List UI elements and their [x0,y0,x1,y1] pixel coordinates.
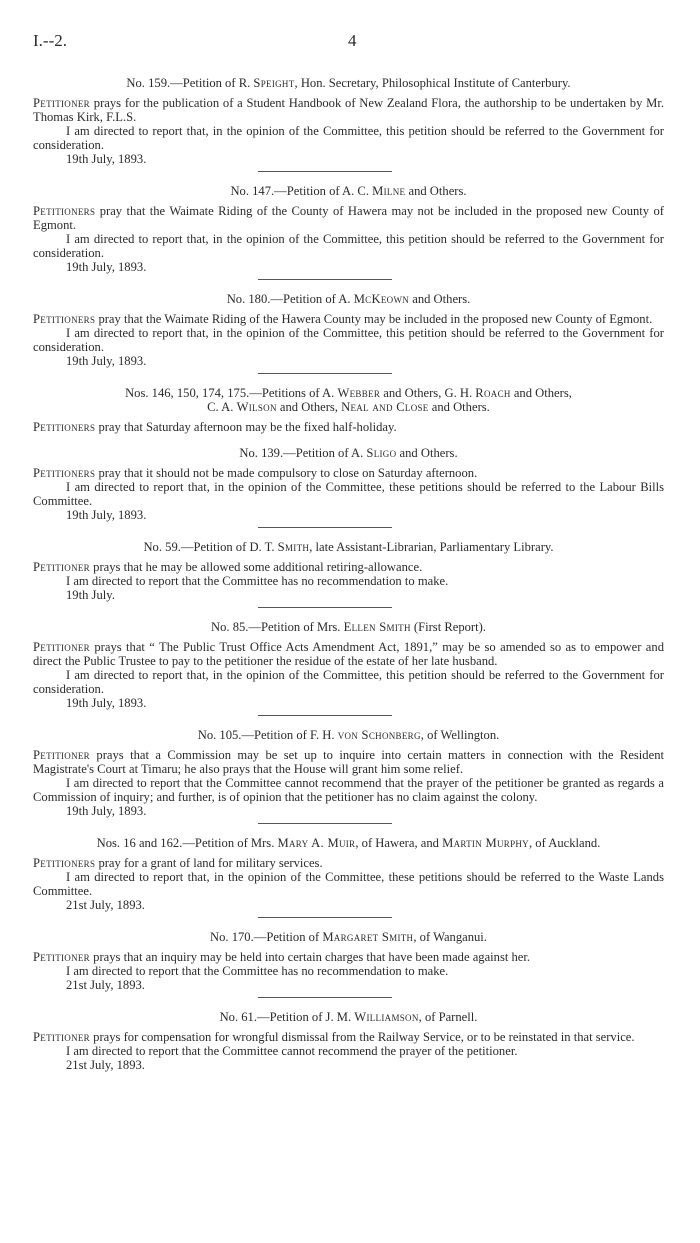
heading-line [33,446,664,460]
petition-section [33,540,664,608]
petitioner-name: Williamson [354,1010,419,1024]
committee-report [33,1044,664,1058]
section-divider [258,607,392,608]
committee-report [33,232,664,260]
heading-text: and Others, [510,386,572,400]
heading-line [33,76,664,90]
paragraph-text: I am directed to report that the Committee has no recommendation to make. [66,574,449,588]
heading-text: No. 61.—Petition of J. M. [219,1010,355,1024]
petition-heading [33,76,664,90]
petition-prayer [33,1030,664,1044]
report-date: 19th July, 1893. [66,696,147,710]
paragraph-text: I am directed to report that the Committee has no recommendation to make. [66,964,449,978]
heading-text: (First Report). [410,620,486,634]
heading-text: , of Wellington. [420,728,500,742]
section-divider [258,373,392,374]
paragraph-text: I am directed to report that, in the opinion of the Committee, this petition should be referred to the Government for consideration. [33,668,664,696]
committee-report [33,574,664,588]
committee-report [33,964,664,978]
petition-heading [33,930,664,944]
heading-line [33,386,664,400]
heading-text: , of Hawera, and [355,836,443,850]
heading-text: Nos. 16 and 162.—Petition of Mrs. [96,836,278,850]
report-date: 19th July, 1893. [66,804,147,818]
petition-prayer [33,560,664,574]
heading-line [33,292,664,306]
page-header [33,31,664,64]
section-divider [258,917,392,918]
heading-text: No. 170.—Petition of [210,930,323,944]
petition-section [33,76,664,172]
paragraph-text: prays for the publication of a Student Handbook of New Zealand Flora, the authorship to be undertaken by Mr. Thomas Kirk, F.L.S. [33,96,664,124]
petition-section [33,184,664,280]
petitioner-label: Petitioner [33,640,90,654]
heading-line [33,1010,664,1024]
heading-text: , of Wanganui. [413,930,487,944]
petitioner-label: Petitioners [33,204,96,218]
paragraph-text: pray that Saturday afternoon may be the fixed half-holiday. [95,420,397,434]
petitioner-name: Sligo [366,446,397,460]
report-date: 19th July, 1893. [66,508,147,522]
petitioner-name: Speight [253,76,295,90]
petition-section [33,728,664,824]
heading-text: No. 147.—Petition of A. C. [230,184,373,198]
section-divider [258,171,392,172]
paragraph-text: I am directed to report that, in the opinion of the Committee, this petition should be referred to the Government for consideration. [33,124,664,152]
petitioner-label: Petitioners [33,420,96,434]
petitioner-label: Petitioners [33,466,96,480]
petition-heading [33,836,664,850]
paragraph-text: prays for compensation for wrongful dismissal from the Railway Service, or to be reinstated in that service. [90,1030,635,1044]
petition-section [33,836,664,918]
petitioner-name: Roach [475,386,511,400]
petition-prayer [33,96,664,124]
committee-report [33,124,664,152]
petitioner-label: Petitioner [33,96,90,110]
petition-prayer [33,856,664,870]
heading-text: Nos. 146, 150, 174, 175.—Petitions of A. [125,386,338,400]
committee-report [33,776,664,804]
heading-text: and Others, G. H. [380,386,476,400]
paragraph-text: prays that “ The Public Trust Office Acts Amendment Act, 1891,” may be so amended so as to empower and direct the Public Trustee to pay to the petitioner the residue of the estate of her late husband. [33,640,664,668]
petitioner-name: Webber [337,386,381,400]
petition-prayer [33,204,664,232]
petition-section [33,292,664,374]
heading-text: and Others. [405,184,467,198]
paragraph-text: I am directed to report that, in the opinion of the Committee, this petition should be referred to the Government for consideration. [33,326,664,354]
heading-text: No. 159.—Petition of R. [126,76,254,90]
petition-section [33,930,664,998]
committee-report [33,480,664,508]
committee-report [33,668,664,696]
report-date: 19th July, 1893. [66,152,147,166]
petition-prayer [33,466,664,480]
report-date: 19th July, 1893. [66,354,147,368]
report-date: 21st July, 1893. [66,978,145,992]
petitioner-name: Margaret Smith [322,930,414,944]
heading-text: No. 105.—Petition of F. H. [197,728,338,742]
heading-text: and Others, [276,400,342,414]
report-date: 21st July, 1893. [66,1058,145,1072]
petition-section [33,446,664,528]
section-divider [258,823,392,824]
petitioner-name: von Schonberg [337,728,421,742]
paragraph-text: pray that the Waimate Riding of the Hawera County may be included in the proposed new County of Egmont. [95,312,653,326]
petitioner-label: Petitioners [33,856,96,870]
petition-prayer [33,312,664,326]
section-divider [258,997,392,998]
report-date: 19th July, 1893. [66,260,147,274]
petition-list [33,76,664,1072]
petition-section [33,620,664,716]
petition-prayer [33,950,664,964]
heading-text: No. 59.—Petition of D. T. [143,540,278,554]
heading-text: and Others. [396,446,458,460]
petitioner-label: Petitioner [33,748,90,762]
heading-line [33,540,664,554]
committee-report [33,326,664,354]
petitioner-name: Milne [372,184,406,198]
heading-line [33,620,664,634]
petition-prayer [33,420,664,434]
heading-text: and Others. [428,400,490,414]
petitioner-name: McKeown [353,292,410,306]
paragraph-text: pray for a grant of land for military services. [95,856,323,870]
report-date: 21st July, 1893. [66,898,145,912]
section-divider [258,279,392,280]
heading-text: and Others. [409,292,471,306]
paragraph-text: I am directed to report that, in the opinion of the Committee, these petitions should be referred to the Labour Bills Committee. [33,480,664,508]
petitioner-name: Martin Murphy [442,836,529,850]
heading-text: , of Auckland. [529,836,601,850]
heading-text: C. A. [207,400,237,414]
heading-text: , Hon. Secretary, Philosophical Institute of Canterbury. [294,76,571,90]
petition-heading [33,620,664,634]
petition-heading [33,1010,664,1024]
petition-heading [33,184,664,198]
petition-prayer [33,748,664,776]
petitioner-label: Petitioners [33,312,96,326]
petitioner-name: Neal and Close [341,400,429,414]
petition-heading [33,386,664,414]
heading-line [33,184,664,198]
petition-heading [33,292,664,306]
heading-text: No. 85.—Petition of Mrs. [211,620,344,634]
paragraph-text: prays that a Commission may be set up to inquire into certain matters in connection with the Resident Magistrate's Court at Timaru; he also prays that the House will grant him some relief. [33,748,664,776]
heading-line [33,728,664,742]
paper-reference: I.--2. [33,31,67,50]
petition-heading [33,540,664,554]
heading-line [33,930,664,944]
paragraph-text: I am directed to report that, in the opinion of the Committee, these petitions should be referred to the Waste Lands Committee. [33,870,664,898]
petitioner-name: Wilson [236,400,277,414]
petitioner-name: Smith [277,540,310,554]
paragraph-text: pray that the Waimate Riding of the County of Hawera may not be included in the proposed new County of Egmont. [33,204,664,232]
petition-heading [33,446,664,460]
page-number: 4 [348,31,357,50]
petitioner-label: Petitioner [33,560,90,574]
heading-text: No. 180.—Petition of A. [226,292,354,306]
paragraph-text: I am directed to report that the Committee cannot recommend the prayer of the petitioner. [66,1044,518,1058]
petitioner-name: Mary A. Muir [277,836,356,850]
petitioner-label: Petitioner [33,950,90,964]
paragraph-text: I am directed to report that, in the opinion of the Committee, this petition should be referred to the Government for consideration. [33,232,664,260]
petitioner-name: Ellen Smith [343,620,411,634]
section-divider [258,715,392,716]
heading-line [33,400,664,414]
paragraph-text: prays that he may be allowed some additional retiring-allowance. [90,560,423,574]
petitioner-label: Petitioner [33,1030,90,1044]
petition-section [33,386,664,434]
section-divider [258,527,392,528]
paragraph-text: pray that it should not be made compulsory to close on Saturday afternoon. [95,466,478,480]
report-date: 19th July. [66,588,115,602]
heading-text: , late Assistant-Librarian, Parliamentary Library. [309,540,554,554]
heading-line [97,836,601,850]
paragraph-text: prays that an inquiry may be held into certain charges that have been made against her. [90,950,531,964]
petition-section [33,1010,664,1072]
petition-heading [33,728,664,742]
heading-text: No. 139.—Petition of A. [239,446,367,460]
heading-text: , of Parnell. [418,1010,478,1024]
petition-prayer [33,640,664,668]
committee-report [33,870,664,898]
paragraph-text: I am directed to report that the Committee cannot recommend that the prayer of the petitioner be granted as regards a Commission of inquiry; and further, is of opinion that the petitioner has no claim against the colony. [33,776,664,804]
